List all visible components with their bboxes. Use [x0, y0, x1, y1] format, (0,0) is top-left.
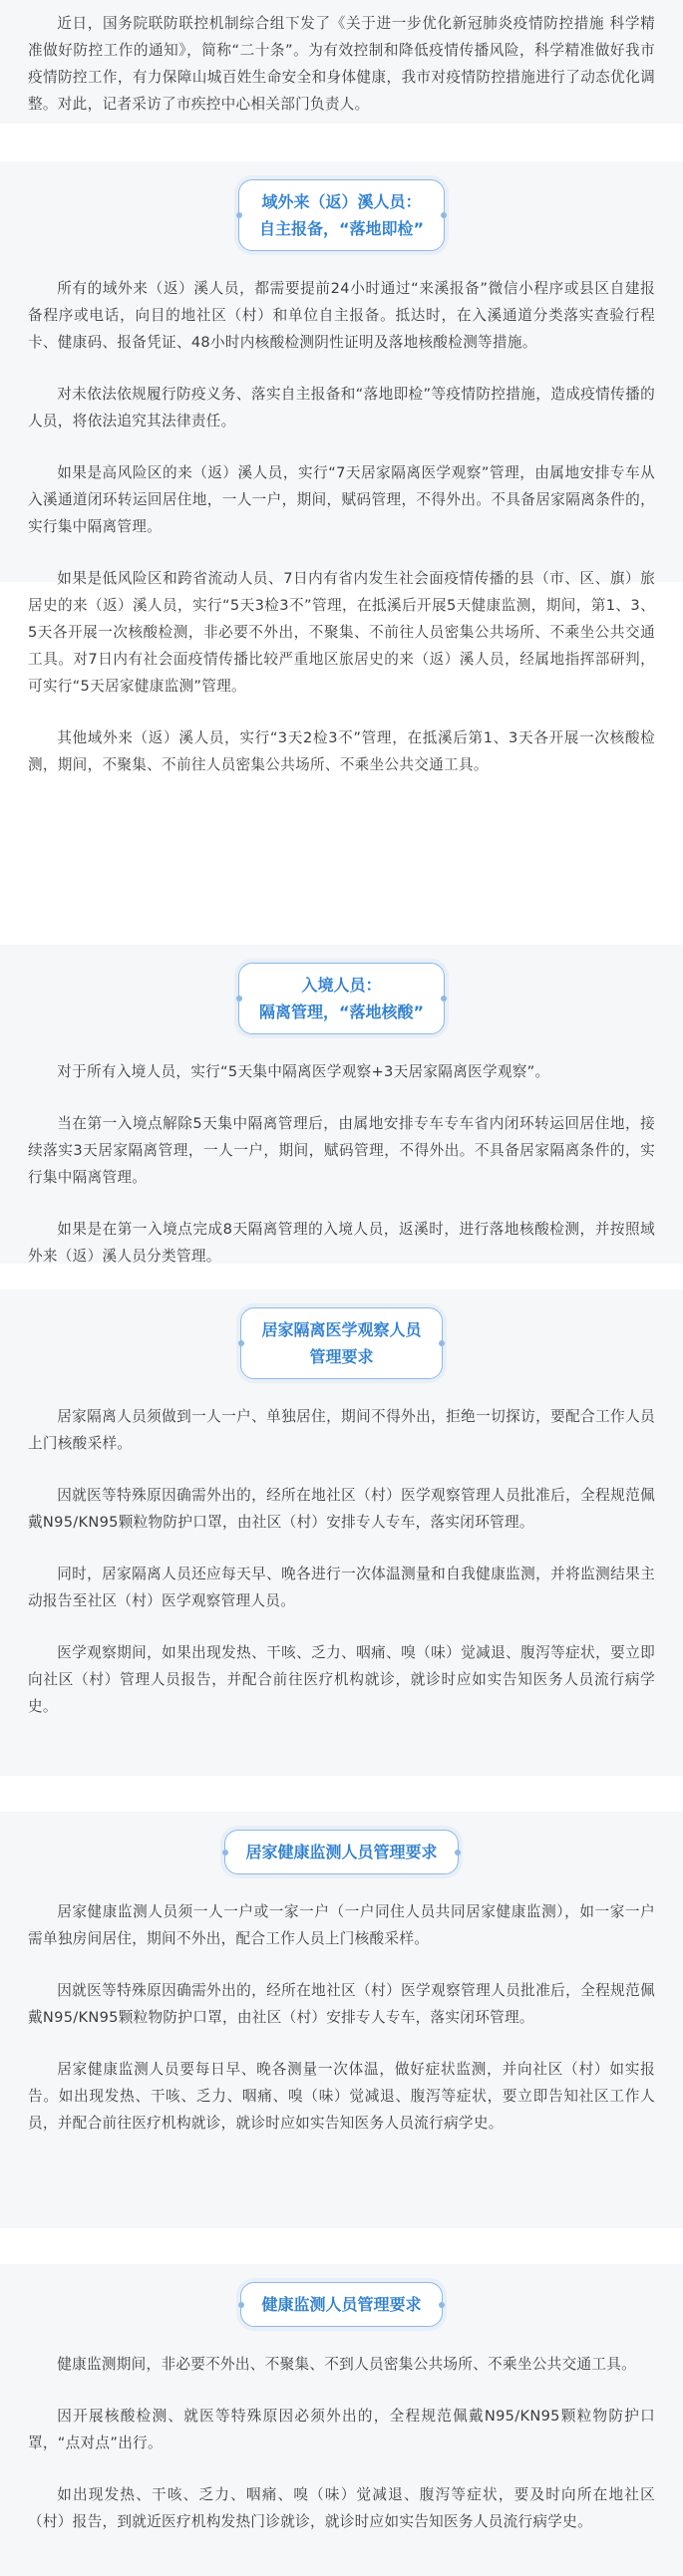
heading-line: 健康监测人员管理要求 [261, 2295, 422, 2314]
section-home-health-monitoring [0, 1812, 683, 2228]
section-heading-frame [28, 2282, 655, 2327]
intro-block [0, 0, 683, 124]
paragraph: 因就医等特殊原因确需外出的，经所在地社区（村）医学观察管理人员批准后，全程规范佩戴N95/KN95颗粒物防护口罩，由社区（村）安排专人专车，落实闭环管理。 [28, 1982, 655, 2026]
paragraph: 如果是在第一入境点完成8天隔离管理的入境人员，返溪时，进行落地核酸检测，并按照域外来（返）溪人员分类管理。 [28, 1221, 655, 1265]
section-domestic-arrivals [0, 161, 683, 773]
paragraph: 居家隔离人员须做到一人一户、单独居住，期间不得外出，拒绝一切探访，要配合工作人员上门核酸采样。 [28, 1408, 655, 1452]
section-heading [224, 1830, 458, 1874]
paragraph: 其他域外来（返）溪人员，实行“3天2检3不”管理，在抵溪后第1、3天各开展一次核酸检测，期间，不聚集、不前往人员密集公共场所、不乘坐公共交通工具。 [28, 729, 655, 773]
heading-line: 管理要求 [309, 1347, 374, 1366]
paragraph: 同时，居家隔离人员还应每天早、晚各进行一次体温测量和自我健康监测，并将监测结果主动报告至社区（村）医学观察管理人员。 [28, 1566, 655, 1609]
section-heading-frame [28, 1830, 655, 1874]
section-inbound-arrivals [0, 945, 683, 1264]
section-heading-frame [28, 963, 655, 1034]
section-heading [240, 1307, 442, 1379]
paragraph: 如果是低风险区和跨省流动人员、7日内有省内发生社会面疫情传播的县（市、区、旗）旅居史的来（返）溪人员，实行“5天3检3不”管理，在抵溪后开展5天健康监测，期间，第1、3、5天各开展一次核酸检测，非必要不外出，不聚集、不前往人员密集公共场所、不乘坐公共交通工具。对7日内有社会面疫情传播比较严重地区旅居史的来（返）溪人员，经属地指挥部研判，可实行“5天居家健康监测”管理。 [28, 570, 655, 695]
paragraph: 健康监测期间，非必要不外出、不聚集、不到人员密集公共场所、不乘坐公共交通工具。 [57, 2356, 637, 2373]
intro-paragraph: 近日，国务院联防联控机制综合组下发了《关于进一步优化新冠肺炎疫情防控措施 科学精准做好防控工作的通知》，简称“二十条”。为有效控制和降低疫情传播风险，科学精准做好我市疫情防控工作，有力保障山城百姓生命安全和身体健康，我市对疫情防控措施进行了动态优化调整。对此，记者采访了市疾控中心相关部门负责人。 [28, 15, 655, 113]
paragraph: 居家健康监测人员须一人一户或一家一户（一户同住人员共同居家健康监测），如一家一户需单独房间居住，期间不外出，配合工作人员上门核酸采样。 [28, 1903, 655, 1947]
heading-line: 入境人员： [301, 976, 382, 995]
paragraph: 因就医等特殊原因确需外出的，经所在地社区（村）医学观察管理人员批准后，全程规范佩戴N95/KN95颗粒物防护口罩，由社区（村）安排专人专车，落实闭环管理。 [28, 1487, 655, 1531]
heading-line: 自主报备，“落地即检” [258, 219, 425, 238]
paragraph: 当在第一入境点解除5天集中隔离管理后，由属地安排专车专车省内闭环转运回居住地，接续落实3天居家隔离管理，一人一户，期间，赋码管理，不得外出。不具备居家隔离条件的，实行集中隔离管理。 [28, 1115, 655, 1186]
section-home-quarantine [0, 1289, 683, 1776]
heading-line: 域外来（返）溪人员： [261, 192, 422, 211]
section-heading [238, 963, 445, 1034]
section-health-monitoring [0, 2264, 683, 2576]
paragraph: 所有的域外来（返）溪人员，都需要提前24小时通过“来溪报备”微信小程序或县区自建报备程序或电话，向目的地社区（村）和单位自主报备。抵达时，在入溪通道分类落实查验行程卡、健康码、报备凭证、48小时内核酸检测阴性证明及落地核酸检测等措施。 [28, 280, 655, 351]
heading-line: 隔离管理，“落地核酸” [258, 1002, 425, 1021]
section-heading-frame [28, 179, 655, 251]
heading-line: 居家隔离医学观察人员 [261, 1320, 422, 1339]
paragraph: 如出现发热、干咳、乏力、咽痛、嗅（味）觉减退、腹泻等症状，要及时向所在地社区（村）报告，到就近医疗机构发热门诊就诊，就诊时应如实告知医务人员流行病学史。 [28, 2486, 655, 2530]
section-heading-frame [28, 1307, 655, 1379]
paragraph: 对于所有入境人员，实行“5天集中隔离医学观察+3天居家隔离医学观察”。 [57, 1063, 550, 1080]
paragraph: 医学观察期间，如果出现发热、干咳、乏力、咽痛、嗅（味）觉减退、腹泻等症状，要立即向社区（村）管理人员报告，并配合前往医疗机构就诊，就诊时应如实告知医务人员流行病学史。 [28, 1644, 655, 1715]
section-heading [240, 2282, 442, 2327]
paragraph: 对未依法依规履行防疫义务、落实自主报备和“落地即检”等疫情防控措施，造成疫情传播的人员，将依法追究其法律责任。 [28, 386, 655, 429]
heading-line: 居家健康监测人员管理要求 [245, 1843, 438, 1861]
paragraph: 居家健康监测人员要每日早、晚各测量一次体温，做好症状监测，并向社区（村）如实报告。如出现发热、干咳、乏力、咽痛、嗅（味）觉减退、腹泻等症状，要立即告知社区工作人员，并配合前往医疗机构就诊，就诊时应如实告知医务人员流行病学史。 [28, 2061, 655, 2132]
section-heading [238, 179, 445, 251]
paragraph: 因开展核酸检测、就医等特殊原因必须外出的，全程规范佩戴N95/KN95颗粒物防护口罩，“点对点”出行。 [28, 2408, 655, 2451]
paragraph: 如果是高风险区的来（返）溪人员，实行“7天居家隔离医学观察”管理，由属地安排专车从入溪通道闭环转运回居住地，一人一户，期间，赋码管理，不得外出。不具备居家隔离条件的，实行集中隔离管理。 [28, 464, 655, 535]
